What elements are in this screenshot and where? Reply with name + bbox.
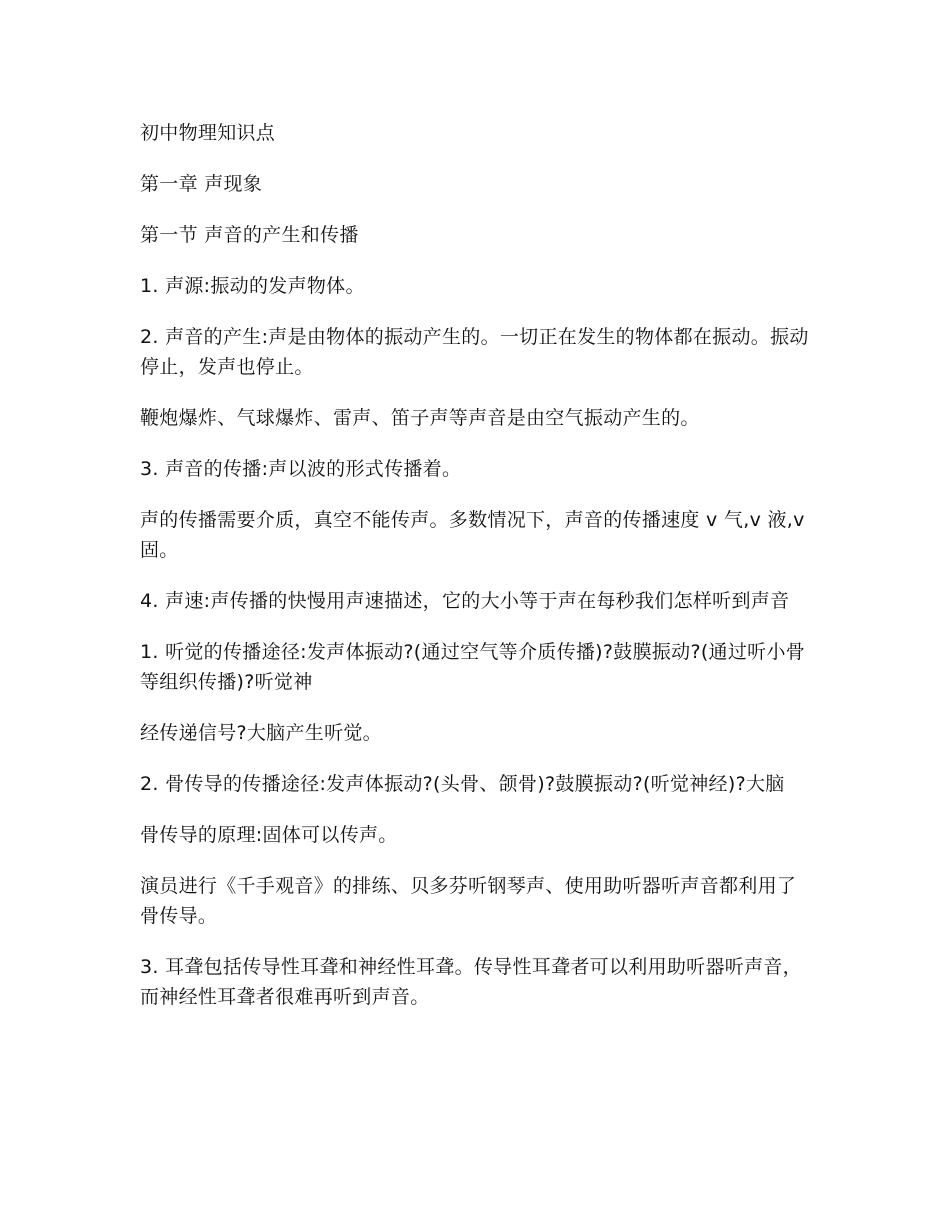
document-title: 初中物理知识点 [140,122,276,144]
paragraph: 1. 声源:振动的发声物体。 [140,275,365,297]
paragraph: 演员进行《千手观音》的排练、贝多芬听钢琴声、使用助听器听声音都利用了骨传导。 [140,875,797,927]
paragraph: 经传递信号?大脑产生听觉。 [140,722,382,744]
paragraph: 4. 声速:声传播的快慢用声速描述，它的大小等于声在每秒我们怎样听到声音 [140,590,790,612]
chapter-heading: 第一章 声现象 [140,173,263,195]
paragraph: 3. 耳聋包括传导性耳聋和神经性耳聋。传导性耳聋者可以利用助听器听声音，而神经性耳聋者很难再听到声音。 [140,956,802,1008]
paragraph: 2. 骨传导的传播途径:发声体振动?(头骨、颌骨)?鼓膜振动?(听觉神经)?大脑 [140,773,785,795]
document-page [140,118,815,1033]
paragraph: 2. 声音的产生:声是由物体的振动产生的。一切正在发生的物体都在振动。振动停止，发声也停止。 [140,326,809,378]
paragraph: 鞭炮爆炸、气球爆炸、雷声、笛子声等声音是由空气振动产生的。 [140,407,700,429]
section-heading: 第一节 声音的产生和传播 [140,224,359,246]
paragraph: 声的传播需要介质，真空不能传声。多数情况下，声音的传播速度 v 气,v 液,v 固。 [140,509,805,561]
paragraph: 3. 声音的传播:声以波的形式传播着。 [140,458,462,480]
paragraph: 1. 听觉的传播途径:发声体振动?(通过空气等介质传播)?鼓膜振动?(通过听小骨等组织传播)?听觉神 [140,641,806,693]
paragraph: 骨传导的原理:固体可以传声。 [140,824,398,846]
